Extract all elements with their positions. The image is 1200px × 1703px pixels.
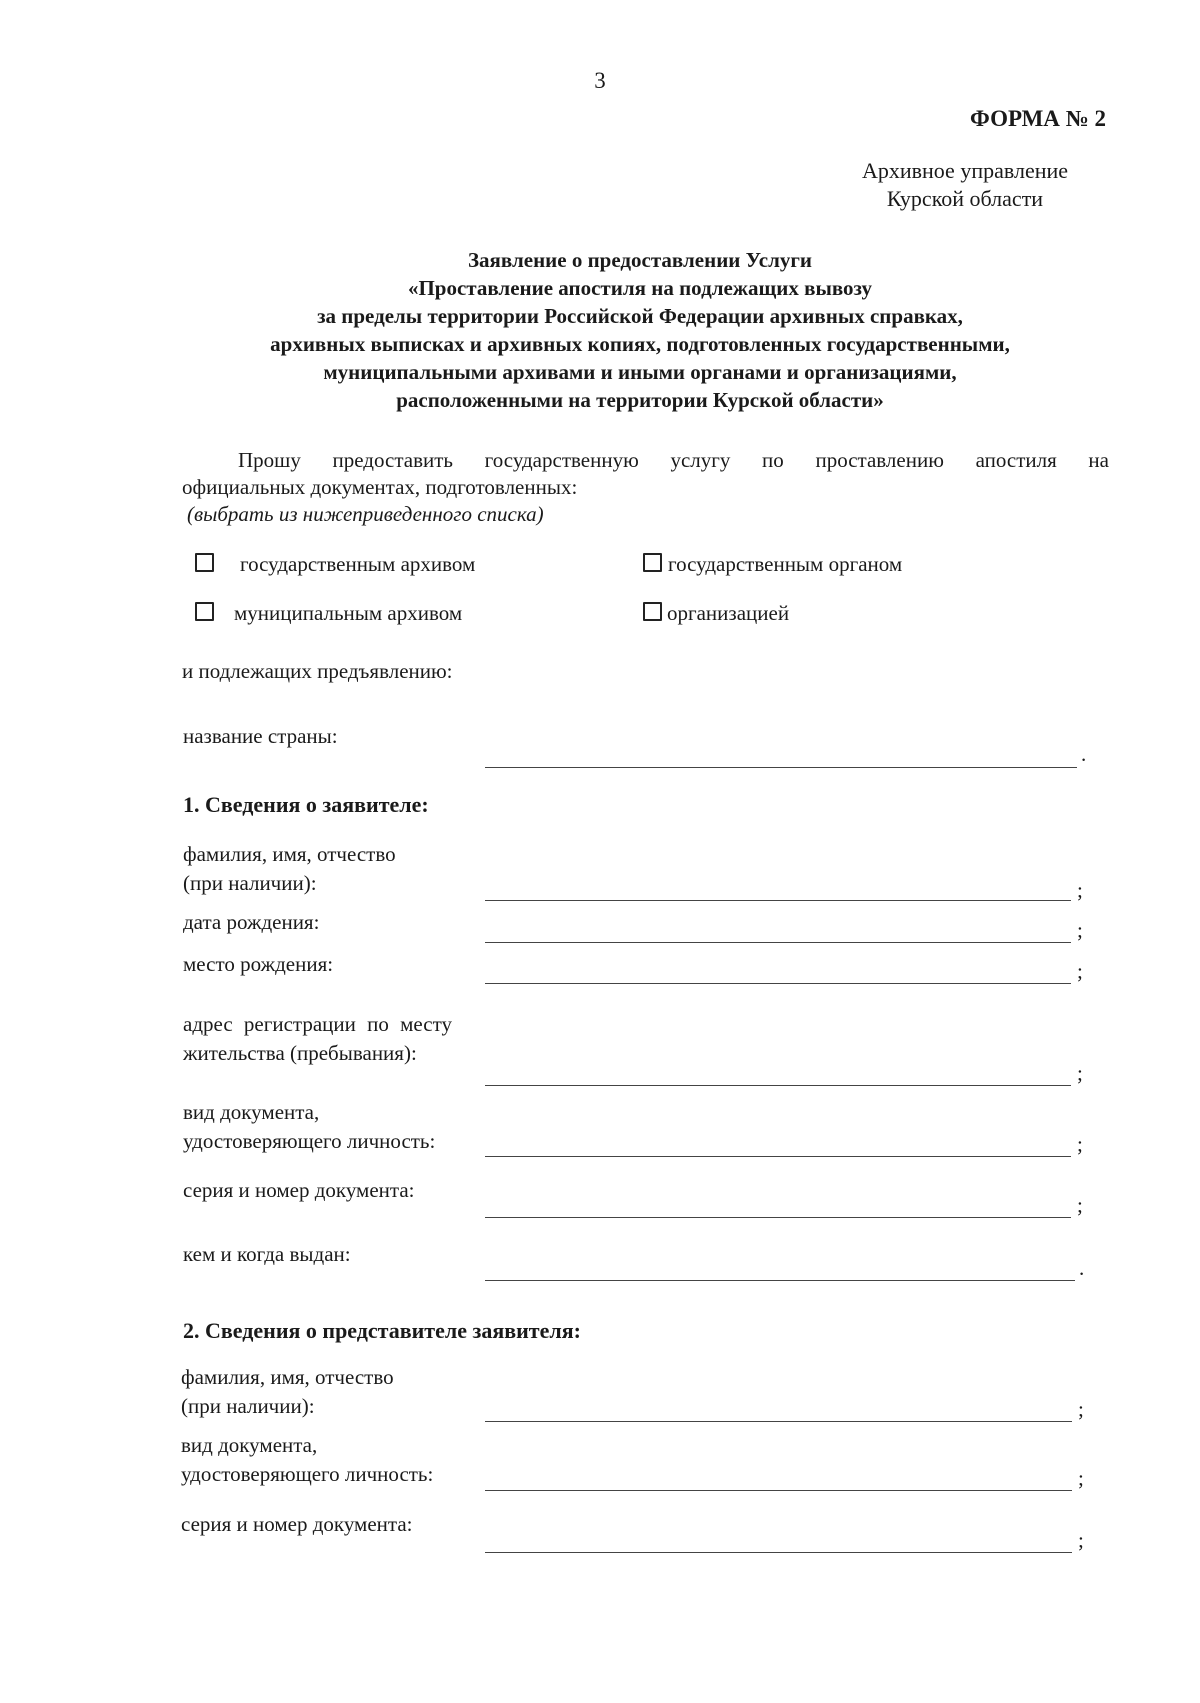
- field-end: ;: [1078, 1466, 1084, 1490]
- field-end: ;: [1077, 1132, 1083, 1156]
- applicant-id-doc-type-line[interactable]: [485, 1156, 1071, 1157]
- applicant-birth-place-label: место рождения:: [183, 952, 334, 976]
- addressee: [820, 157, 1110, 213]
- applicant-full-name-line[interactable]: [485, 900, 1071, 901]
- field-end: ;: [1077, 1193, 1083, 1217]
- applicant-id-series-number-line[interactable]: [485, 1217, 1071, 1218]
- field-end: ;: [1078, 1528, 1084, 1552]
- field-end: ;: [1077, 878, 1083, 902]
- title-line: архивных выписках и архивных копиях, подготовленных государственными,: [270, 332, 1010, 356]
- applicant-id-series-number-label: серия и номер документа:: [183, 1178, 415, 1202]
- representative-id-series-number-label: серия и номер документа:: [181, 1512, 413, 1536]
- option-municipal-archive-label: муниципальным архивом: [234, 601, 463, 625]
- field-end: ;: [1078, 1397, 1084, 1421]
- applicant-full-name-label: фамилия, имя, отчество (при наличии):: [183, 842, 396, 895]
- applicant-issued-by-label: кем и когда выдан:: [183, 1242, 351, 1266]
- field-end: ;: [1077, 959, 1083, 983]
- addressee-line-2: Курской области: [886, 186, 1044, 211]
- option-state-body-label: государственным органом: [668, 552, 903, 576]
- representative-full-name-line[interactable]: [485, 1421, 1072, 1422]
- option-state-archive-label: государственным архивом: [240, 552, 476, 576]
- representative-id-doc-type-label: вид документа, удостоверяющего личность:: [181, 1433, 434, 1486]
- applicant-address-label: адрес регистрации по месту жительства (пребывания):: [183, 1012, 452, 1065]
- field-end: ;: [1077, 1061, 1083, 1085]
- document-title: [170, 246, 1110, 414]
- country-label: название страны:: [183, 724, 338, 748]
- form-number: ФОРМА № 2: [970, 106, 1106, 131]
- representative-section-title: 2. Сведения о представителе заявителя:: [183, 1318, 581, 1343]
- option-organization-label: организацией: [667, 601, 790, 625]
- request-line-2: официальных документах, подготовленных:: [182, 475, 578, 499]
- representative-full-name-label: фамилия, имя, отчество (при наличии):: [181, 1365, 394, 1418]
- request-line-1: Прошу предоставить государственную услугу по проставлению апостиля на: [238, 448, 1109, 472]
- applicant-issued-by-line[interactable]: [485, 1280, 1075, 1281]
- representative-id-series-number-line[interactable]: [485, 1552, 1072, 1553]
- title-line: муниципальными архивами и иными органами и организациями,: [323, 360, 957, 384]
- field-end: ;: [1077, 918, 1083, 942]
- page-number: 3: [594, 68, 606, 93]
- request-paragraph: [182, 447, 1109, 528]
- country-fill-line[interactable]: [485, 767, 1077, 768]
- request-hint: (выбрать из нижеприведенного списка): [187, 502, 544, 526]
- applicant-section-title: 1. Сведения о заявителе:: [183, 792, 429, 817]
- country-end: .: [1081, 742, 1087, 766]
- title-line: за пределы территории Российской Федерации архивных справках,: [317, 304, 963, 328]
- presentation-intro: и подлежащих предъявлению:: [182, 659, 453, 683]
- checkbox-organization[interactable]: [643, 602, 662, 621]
- title-line: расположенными на территории Курской области»: [396, 388, 884, 412]
- title-line: Заявление о предоставлении Услуги: [467, 248, 813, 272]
- checkbox-state-archive[interactable]: [195, 553, 214, 572]
- checkbox-state-body[interactable]: [643, 553, 662, 572]
- field-end: .: [1079, 1256, 1085, 1280]
- title-line: «Проставление апостиля на подлежащих вывозу: [407, 276, 873, 300]
- addressee-line-1: Архивное управление: [861, 158, 1069, 183]
- applicant-address-line[interactable]: [485, 1085, 1071, 1086]
- applicant-birth-date-label: дата рождения:: [183, 910, 320, 934]
- applicant-id-doc-type-label: вид документа, удостоверяющего личность:: [183, 1100, 436, 1153]
- checkbox-municipal-archive[interactable]: [195, 602, 214, 621]
- representative-id-doc-type-line[interactable]: [485, 1490, 1072, 1491]
- applicant-birth-place-line[interactable]: [485, 983, 1071, 984]
- applicant-birth-date-line[interactable]: [485, 942, 1071, 943]
